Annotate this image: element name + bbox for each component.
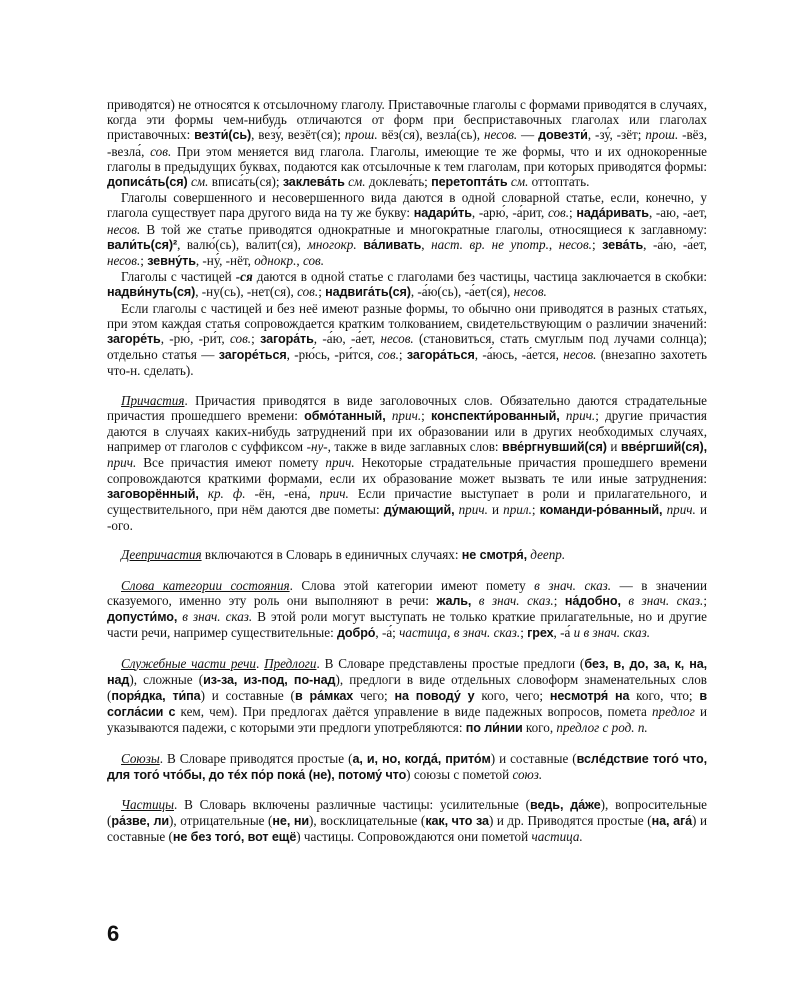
section-heading-participles: Причастия	[121, 392, 185, 408]
page-number: 6	[107, 921, 120, 946]
section-prepositions: Служебные части речи. Предлоги. В Словаре представлены простые предлоги (без, в, до, за, к, на, над), сложные (из-за, из-под, по-над), предлоги в виде отдельных словоформ знаменательных слов (поря́дка, ти́па) и составные (в ра́мках чего; на поводу́ у кого, чего; несмотря́ на кого, что; в согла́сии с кем, чем). При предлогах даётся управление в виде падежных вопросов, помета предлог и указываются падежи, с которыми эти предлоги употребляются: по ли́нии кого, предлог с род. п.	[107, 655, 708, 736]
section-heading-particles: Частицы	[121, 796, 174, 812]
paragraph-aspect-pairs: Глаголы совершенного и несовершенного вида даются в одной словарной статье, если, конечно, у глагола существует пара другого вида на ту же букву: надари́ть, -арю́, -а́рит, сов.; надáривать, -аю, -ает, несов. В той же статье приводятся однократные и многократные глаголы, относящиеся к заглавному: вали́ть(ся)², валю́(сь), ва́лит(ся), многокр. ва́ливать, наст. вр. не употр., несов.; зева́ть, -а́ю, -а́ет, несов.; зевну́ть, -ну́, -нёт, однокр., сов.	[107, 190, 708, 269]
section-gerunds: Деепричастия включаются в Словарь в единичных случаях: не смотря́, деепр.	[121, 547, 566, 563]
paragraph-reflexive-particle: Глаголы с частицей -ся даются в одной статье с глаголами без частицы, частица заключается в скобки: надви́нуть(ся), -ну(сь), -нет(ся), сов.; надвига́ть(ся), -а́ю(сь), -а́ет(ся), несов.	[107, 269, 708, 300]
section-heading-conjunctions: Союзы	[121, 750, 160, 766]
section-heading-prepositions: Предлоги	[264, 655, 317, 671]
section-conjunctions: Союзы. В Словаре приводятся простые (а, и, но, когда́, прито́м) и составные (вслéдствие того́ что, для того́ что́бы, до тéх по́р пока́ (не), потому́ что) союзы с пометой союз.	[107, 750, 707, 782]
section-participles: Причастия. Причастия приводятся в виде заголовочных слов. Обязательно даются страдательные причастия прошедшего времени: обмо́танный, прич.; конспекти́рованный, прич.; другие причастия даются в случаях каких-нибудь затруднений при их образовании или в других необходимых случаях, например от глаголов с суффиксом -ну-, также в виде заглавных слов: вве́ргнувший(ся) и вве́ргший(ся), прич. Все причастия имеют помету прич. Некоторые страдательные причастия прошедшего времени сопровождаются краткими формами, если их образование может вызвать те или иные затруднения: заговорённый, кр. ф. -ён, -ена́, прич. Если причастие выступает в роли и прилагательного, и существительного, при нём даются две пометы: ду́мающий, прич. и прил.; команди-ро́ванный, прич. и -ого.	[107, 392, 708, 534]
page-text	[107, 97, 707, 846]
paragraph-prefixed-verbs: приводятся) не относятся к отсылочному глаголу. Приставочные глаголы с формами приводятся в случаях, когда эти формы чем-нибудь отличаются от форм при бесприставочных глаголах или глаголах приставочных: везти́(сь), везу́, везёт(ся); прош. вёз(ся), везла́(сь), несов. — довезти́, -зу́, -зёт; прош. -вёз, -везла́, сов. При этом меняется вид глагола. Глаголы, имеющие те же формы, что и их однокоренные глаголы в предыдущих буквах, подаются как отсылочные к тем глаголам, при которых приводятся формы: дописа́ть(ся) см. вписа́ть(ся); заклева́ть см. доклева́ть; перетопта́ть см. оттопта́ть.	[107, 97, 707, 190]
paragraph-different-forms: Если глаголы с частицей и без неё имеют разные формы, то обычно они приводятся в разных статьях, при этом каждая статья сопровождается кратким толкованием, свидетельствующим о различии значений: загоре́ть, -рю́, -ри́т, сов.; загора́ть, -а́ю, -а́ет, несов. (становиться, стать смуглым под лучами солнца); отдельно статья — загоре́ться, -рю́сь, -ри́тся, сов.; загора́ться, -а́юсь, -а́ется, несов. (внезапно захотеть что-н. сделать).	[107, 300, 707, 379]
section-heading-gerunds: Деепричастия	[121, 547, 202, 563]
section-particles: Частицы. В Словарь включены различные частицы: усилительные (ведь, да́же), вопросительные (ра́зве, ли), отрицательные (не, ни), восклицательные (как, что за) и др. Приводятся простые (на, ага́) и составные (не без того́, вот ещё) частицы. Сопровождаются они пометой частица.	[107, 796, 707, 845]
section-heading-function-words: Служебные части речи	[121, 655, 256, 671]
section-heading-state-category: Слова категории состояния	[121, 577, 290, 593]
section-state-category: Слова категории состояния. Слова этой категории имеют помету в знач. сказ. — в значении сказуемого, именно эту роль они выполняют в речи: жаль, в знач. сказ.; на́добно, в знач. сказ.; допусти́мо, в знач. сказ. В этой роли могут выступать не только краткие прилагательные, но и другие части речи, например существительные: добро́, -а́; частица, в знач. сказ.; грех, -а́ и в знач. сказ.	[107, 577, 707, 641]
